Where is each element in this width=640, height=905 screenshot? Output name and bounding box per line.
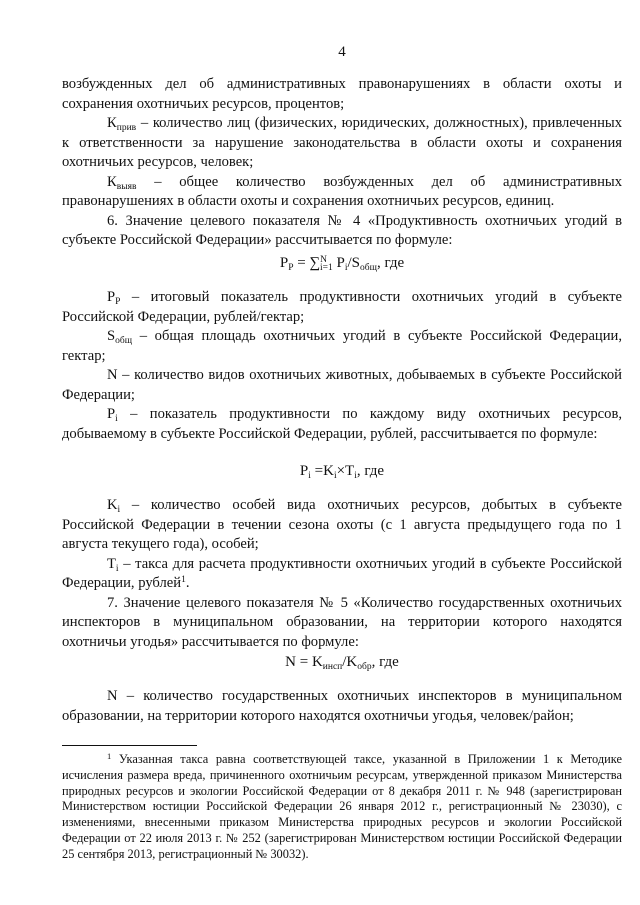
formula-subscript: i — [333, 471, 337, 481]
formula-tail: , где — [376, 255, 405, 271]
formula-subscript: i — [344, 263, 348, 273]
definition-ki — [62, 496, 622, 555]
symbol-p: P — [107, 406, 116, 422]
formula-symbol: /K — [342, 654, 358, 670]
footnote-reference: 1 — [181, 575, 186, 585]
footnote-divider — [62, 745, 197, 746]
definition-text: – количество лиц (физических, юридических, должностных), привлеченных к ответственности за нарушение законодательства в области охоты и сохранения охотничьих ресурсов, человек; — [62, 115, 622, 170]
formula-symbol: P — [279, 255, 289, 271]
symbol-t: T — [107, 555, 116, 572]
definition-n: N – количество видов охотничьих животных, добываемых в субъекте Российской Федерации; — [62, 367, 622, 403]
subscript: общ — [115, 336, 133, 346]
subscript: P — [115, 297, 121, 307]
definition-end: . — [185, 575, 190, 591]
page-number: 4 — [338, 44, 346, 60]
footnote-mark: 1 — [107, 751, 112, 761]
formula-subscript: обр — [357, 662, 372, 672]
definition-text: – показатель продуктивности по каждому виду охотничьих ресурсов, добываемому в субъекте Российской Федерации, рублей, рассчитывается по формуле: — [62, 406, 622, 442]
text-body-lower — [62, 496, 622, 652]
footnote — [62, 752, 622, 863]
text-body-end — [62, 687, 622, 726]
definition-pi — [62, 405, 622, 444]
definition-k-vyav — [62, 173, 622, 212]
subscript-priv: прив — [116, 123, 137, 133]
definition-text: – общая площадь охотничьих угодий в субъекте Российской Федерации, гектар; — [62, 328, 622, 364]
text-body-top — [62, 75, 622, 251]
definition-k-priv — [62, 114, 622, 173]
formula-superscript: N — [320, 255, 328, 265]
definition-n-inspectors: N – количество государственных охотничьих инспекторов в муниципальном образовании, на территории которого находятся охотничьи угодья, человек/район; — [62, 688, 622, 724]
definition-pp — [62, 288, 622, 327]
formula-tail: , где — [356, 463, 385, 479]
formula-symbol: N = K — [285, 654, 323, 670]
formula-subscript: i — [354, 471, 357, 481]
definition-s — [62, 327, 622, 366]
formula-subscript: P — [288, 263, 294, 273]
formula-symbol: P — [332, 255, 345, 271]
formula-symbol: /S — [347, 255, 361, 271]
formula-subscript: i — [308, 471, 311, 481]
formula-tail: , где — [371, 654, 399, 670]
formula-symbol: ×T — [336, 463, 355, 479]
symbol-s: S — [107, 328, 116, 344]
text-body-middle — [62, 288, 622, 444]
formula-subscript: i=1 — [320, 263, 333, 273]
definition-text: – итоговый показатель продуктивности охотничьих угодий в субъекте Российской Федерации, рублей/гектар; — [62, 289, 622, 325]
formula-subscript: инсп — [322, 662, 343, 672]
formula-inspectors — [62, 653, 622, 673]
formula-subscript: общ — [360, 263, 377, 273]
subscript: i — [117, 505, 121, 515]
formula-productivity — [62, 254, 622, 274]
definition-text: – общее количество возбужденных дел об административных правонарушениях в области охоты и сохранения охотничьих ресурсов, единиц. — [62, 173, 622, 209]
formula-pi — [62, 462, 622, 482]
item-7: 7. Значение целевого показателя № 5 «Количество государственных охотничьих инспекторов в муниципальном образовании, на территории которого находятся охотничьи угодья» рассчитывается по формуле: — [62, 594, 622, 650]
formula-symbol: =K — [310, 463, 334, 479]
symbol-k: К — [107, 173, 117, 190]
definition-text: – такса для расчета продуктивности охотничьих угодий в субъекте Российской Федерации, рублей — [62, 555, 622, 591]
footnote-text — [62, 752, 622, 863]
paragraph-intro: возбужденных дел об административных правонарушениях в области охоты и сохранения охотничьих ресурсов, процентов; — [62, 76, 622, 112]
definition-ti — [62, 555, 622, 594]
formula-sum-sign: = ∑ — [293, 255, 321, 271]
footnote-body: Указанная такса равна соответствующей таксе, указанной в Приложении 1 к Методике исчисления размера вреда, причиненного охотничьим ресурсам, утвержденной приказом Министерства природных ресурсов и экологии Российской Федерации от 8 декабря 2011 г. № 948 (зарегистрирован Министерством юстиции Российской Федерации 26 января 2012 г., регистрационный № 23030), с изменениями, внесенными приказом Министерства природных ресурсов и экологии Российской Федерации от 22 июля 2013 г. № 252 (зарегистрирован Министерством юстиции Российской Федерации 25 сентября 2013, регистрационный № 30032). — [62, 752, 622, 861]
subscript: i — [115, 414, 118, 424]
symbol-k: K — [107, 497, 118, 513]
definition-text: – количество особей вида охотничьих ресурсов, добытых в субъекте Российской Федерации в течении сезона охоты (с 1 августа предыдущего года по 1 августа текущего года), особей; — [62, 497, 622, 552]
formula-symbol: P — [299, 463, 309, 479]
item-6: 6. Значение целевого показателя № 4 «Продуктивность охотничьих угодий в субъекте Российской Федерации» рассчитывается по формуле: — [62, 212, 622, 248]
subscript-vyav: выяв — [116, 181, 137, 192]
symbol-p: P — [107, 289, 116, 305]
symbol-k: К — [107, 115, 117, 131]
subscript: i — [115, 563, 119, 574]
